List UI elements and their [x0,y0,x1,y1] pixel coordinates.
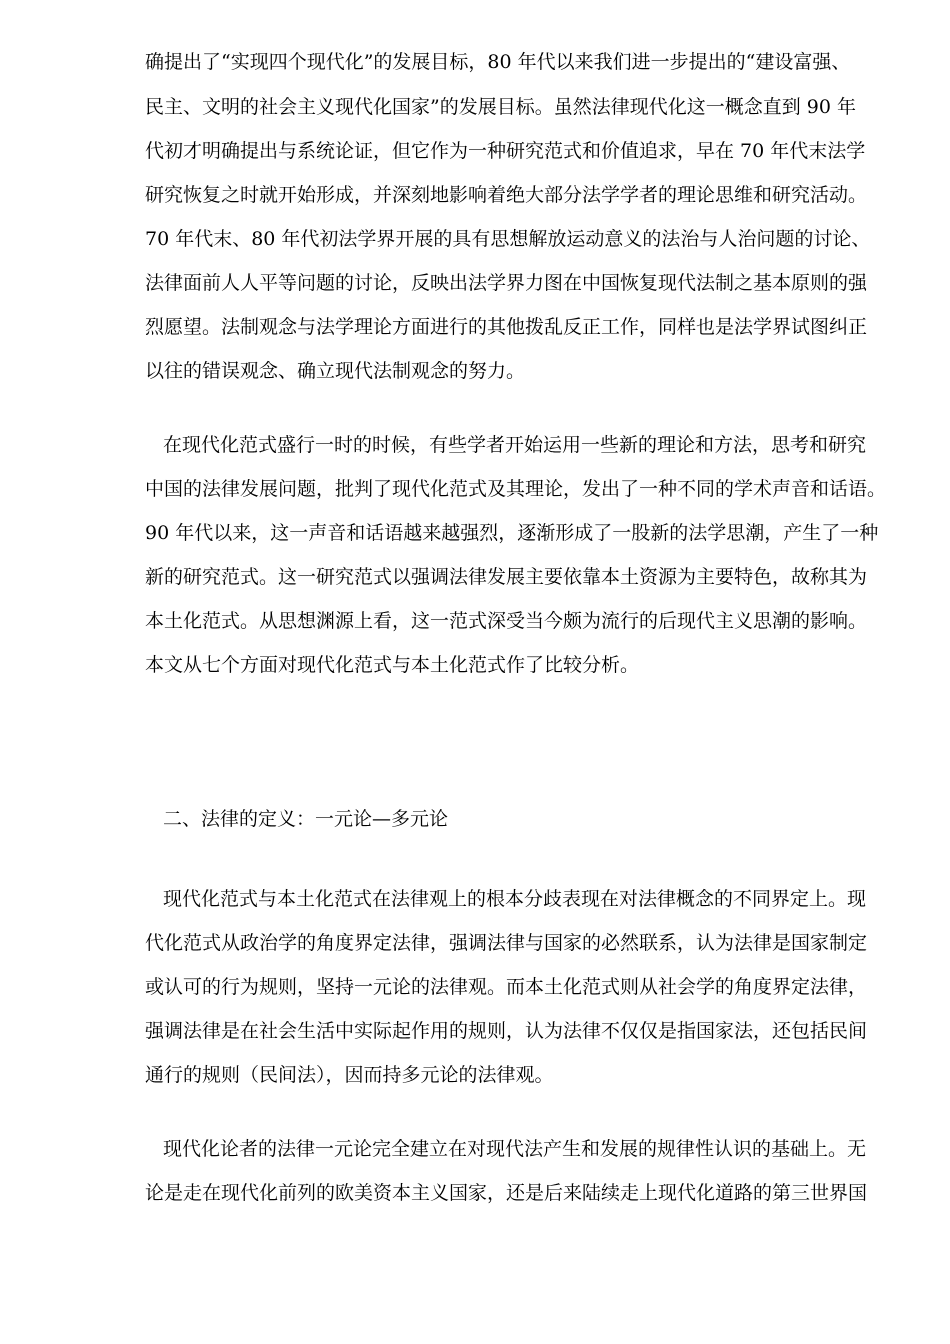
paragraph-3-line: 现代化范式与本土化范式在法律观上的根本分歧表现在对法律概念的不同界定上。现 [163,888,867,910]
section-heading: 二、法律的定义：一元论—多元论 [163,808,449,830]
paragraph-4-line: 论是走在现代化前列的欧美资本主义国家，还是后来陆续走上现代化道路的第三世界国 [145,1182,868,1204]
paragraph-1-line: 70 年代末、80 年代初法学界开展的具有思想解放运动意义的法治与人治问题的讨论、 [145,228,871,250]
paragraph-3-line: 代化范式从政治学的角度界定法律，强调法律与国家的必然联系，认为法律是国家制定 [145,932,868,954]
paragraph-1-line: 研究恢复之时就开始形成，并深刻地影响着绝大部分法学学者的理论思维和研究活动。 [145,184,868,206]
paragraph-2-line: 在现代化范式盛行一时的时候，有些学者开始运用一些新的理论和方法，思考和研究 [163,434,867,456]
paragraph-1-line: 烈愿望。法制观念与法学理论方面进行的其他拨乱反正工作，同样也是法学界试图纠正 [145,316,868,338]
paragraph-2-line: 新的研究范式。这一研究范式以强调法律发展主要依靠本土资源为主要特色，故称其为 [145,566,868,588]
paragraph-3-line: 强调法律是在社会生活中实际起作用的规则，认为法律不仅仅是指国家法，还包括民间 [145,1020,868,1042]
paragraph-2-line: 本土化范式。从思想渊源上看，这一范式深受当今颇为流行的后现代主义思潮的影响。 [145,610,868,632]
paragraph-4-line: 现代化论者的法律一元论完全建立在对现代法产生和发展的规律性认识的基础上。无 [163,1138,867,1160]
paragraph-3-line: 通行的规则（民间法），因而持多元论的法律观。 [145,1064,554,1086]
paragraph-2-line: 中国的法律发展问题，批判了现代化范式及其理论，发出了一种不同的学术声音和话语。 [145,478,887,500]
paragraph-3-line: 或认可的行为规则，坚持一元论的法律观。而本土化范式则从社会学的角度界定法律， [145,976,868,998]
paragraph-2-line: 90 年代以来，这一声音和话语越来越强烈，逐渐形成了一股新的法学思潮，产生了一种 [145,522,879,544]
paragraph-1-line: 确提出了“实现四个现代化”的发展目标，80 年代以来我们进一步提出的“建设富强、 [145,51,851,73]
paragraph-1-line: 法律面前人人平等问题的讨论，反映出法学界力图在中国恢复现代法制之基本原则的强 [145,272,868,294]
paragraph-1-line: 代初才明确提出与系统论证，但它作为一种研究范式和价值追求，早在 70 年代末法学 [145,140,866,162]
paragraph-1-line: 以往的错误观念、确立现代法制观念的努力。 [145,360,526,382]
paragraph-1-line: 民主、文明的社会主义现代化国家”的发展目标。虽然法律现代化这一概念直到 90 年 [145,96,856,118]
paragraph-2-line: 本文从七个方面对现代化范式与本土化范式作了比较分析。 [145,654,640,676]
